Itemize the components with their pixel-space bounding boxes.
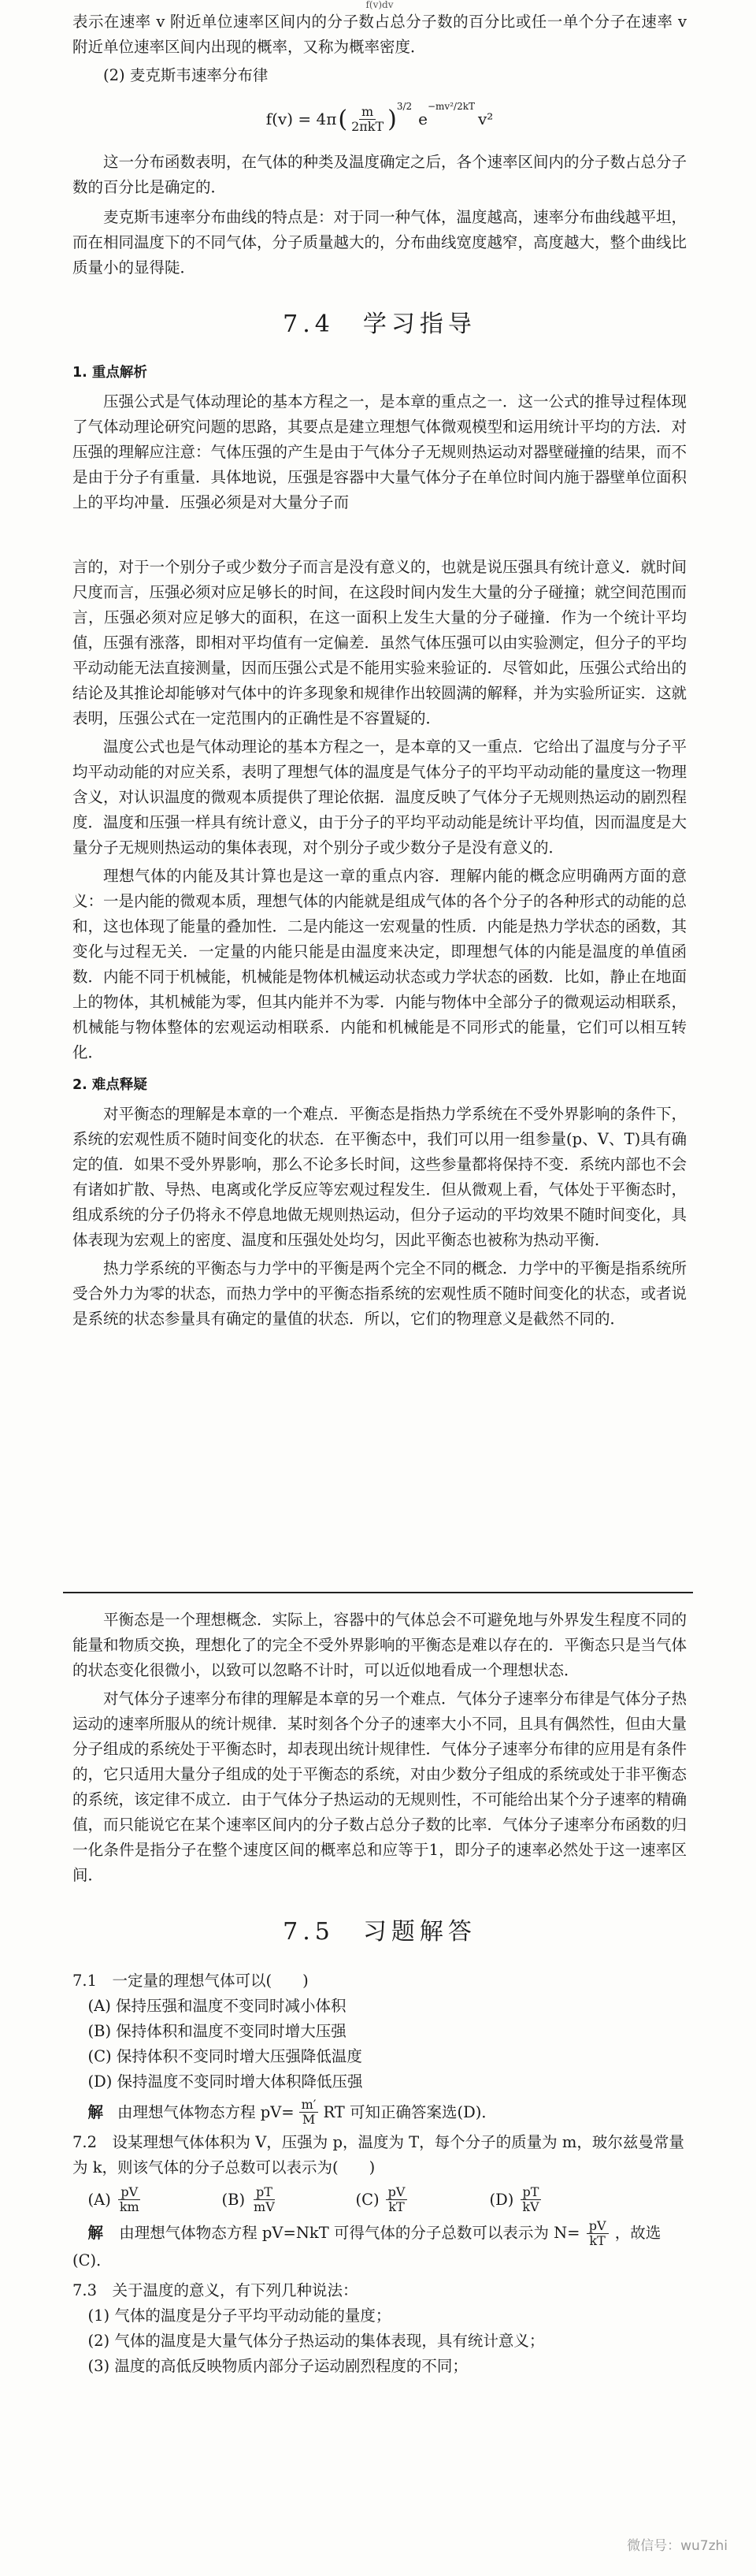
formula-tail: v² [477, 110, 494, 128]
section-title-7-4: 7.4 学习指导 [283, 310, 476, 338]
option: (A) 保持压强和温度不变同时减小体积 [87, 1997, 346, 2015]
statement: (1) 气体的温度是分子平均平动动能的量度； [87, 2307, 391, 2325]
watermark: 微信号：wu7zhi [627, 2538, 728, 2554]
formula-left: f(v) = 4π [265, 110, 337, 128]
heading-difficulties: 2. 难点释疑 [72, 1077, 147, 1093]
question-7-3: 7.3 关于温度的意义，有下列几种说法： [72, 2281, 358, 2299]
option-b: (B) $\frac{pT}{mV}$ [221, 2184, 275, 2214]
maxwell-formula: f(v) = 4π ( $\frac{m}{\text{2πkT}}$ ) $^{3/2}$ e $^{-mv^2/2kT}$ v² [265, 101, 494, 134]
page-divider [63, 1592, 693, 1593]
option: (B) 保持体积和温度不变同时增大压强 [87, 2022, 346, 2040]
question-7-2-options [72, 2185, 687, 2214]
paragraph: 对平衡态的理解是本章的一个难点．平衡态是指热力学系统在不受外界影响的条件下，系统的宏观性质不随时间变化的状态．在平衡态中，我们可以用一组参量(p、V、T)具有确定的值．如果不受外界影响，那么不论多长时间，这些参量都将保持不变．系统内部也不会有诸如扩散、导热、电离或化学反应等宏观过程发生．但从微观上看，气体处于平衡态时，组成系统的分子仍将永不停息地做无规则热运动，但分子运动的平均效果不随时间变化，具体表现为宏观上的密度、温度和压强处处均匀，因此平衡态也被称为热动平衡． [72, 1105, 687, 1249]
option: (C) 保持体积不变同时增大压强降低温度 [87, 2047, 362, 2065]
subheading: (2) 麦克斯韦速率分布律 [103, 66, 269, 84]
page-1 [0, 0, 756, 552]
option-d: (D) $\frac{pT}{kV}$ [490, 2185, 624, 2214]
paragraph: 这一分布函数表明，在气体的种类及温度确定之后，各个速率区间内的分子数占总分子数的百分比是确定的． [72, 153, 687, 196]
paragraph: 压强公式是气体动理论的基本方程之一，是本章的重点之一．这一公式的推导过程体现了气体动理论研究问题的思路，其要点是建立理想气体微观模型和运用统计平均的方法．对压强的理解应注意：气体压强的产生是由于气体分子无规则热运动对器壁碰撞的结果，而不是由于分子有重量．具体地说，压强是容器中大量气体分子在单位时间内施于器壁单位面积上的平均冲量．压强必须是对大量分子而 [72, 392, 687, 511]
option-a: (A) $\frac{pV}{km}$ [87, 2184, 139, 2214]
paragraph: 麦克斯韦速率分布曲线的特点是：对于同一种气体，温度越高，速率分布曲线越平坦，而在相同温度下的不同气体，分子质量越大的，分布曲线宽度越窄，高度越大，整个曲线比质量小的显得陡． [72, 208, 687, 277]
solution-7-2: 解 由理想气体物态方程 pV=NkT 可得气体的分子总数可以表示为 N= $\frac{pV}{kT}$ ，故选(C)． [72, 2218, 662, 2269]
question-7-2: 7.2 设某理想气体体积为 V，压强为 p，温度为 T，每个分子的质量为 m，玻尔兹曼常量为 k，则该气体的分子总数可以表示为( ) [72, 2133, 684, 2176]
section-title-7-5: 7.5 习题解答 [283, 1918, 476, 1946]
option: (D) 保持温度不变同时增大体积降低压强 [87, 2072, 363, 2091]
formula-fraction: $\frac{m}{\text{2πkT}}$ [351, 103, 384, 134]
statement: (2) 气体的温度是大量气体分子热运动的集体表现，具有统计意义； [87, 2332, 545, 2350]
paragraph: 温度公式也是气体动理论的基本方程之一，是本章的又一重点．它给出了温度与分子平均平动动能的对应关系，表明了理想气体的温度是气体分子的平均平动动能的量度这一物理含义，对认识温度的微观本质提供了理论依据．温度反映了气体分子无规则热运动的剧烈程度．温度和压强一样具有统计意义，由于分子的平均平动动能是统计平均值，因而温度是大量分子无规则热运动的集体表现，对个别分子或少数分子是没有意义的． [72, 738, 687, 857]
statement: (3) 温度的高低反映物质内部分子运动剧烈程度的不同； [87, 2357, 468, 2375]
paragraph: 表示在速率 v 附近单位速率区间内的分子数占总分子数的百分比或任一单个分子在速率 v 附近单位速率区间内出现的概率，又称为概率密度． [72, 13, 687, 56]
paragraph: 理想气体的内能及其计算也是这一章的重点内容．理解内能的概念应明确两方面的意义：一是内能的微观本质，理想气体的内能就是组成气体的各个分子的各种形式的动能的总和，这也体现了能量的叠加性．二是内能这一宏观量的性质．内能是热力学状态的函数，其变化与过程无关．一定量的内能只能是由温度来决定，即理想气体的内能是温度的单值函数．内能不同于机械能，机械能是物体机械运动状态或力学状态的函数．比如，静止在地面上的物体，其机械能为零，但其内能并不为零．内能与物体中全部分子的微观运动相联系，机械能与物体整体的宏观运动相联系．内能和机械能是不同形式的能量，它们可以相互转化． [72, 867, 687, 1061]
formula-exponent: 3/2 [396, 101, 413, 112]
page-2 [0, 555, 756, 1578]
heading-key-points: 1. 重点解析 [72, 365, 147, 381]
solution-7-1: 解 由理想气体物态方程 pV= $\frac{m'}{M}$ RT 可知正确答案选(D)． [87, 2097, 497, 2127]
question-7-1: 7.1 一定量的理想气体可以( ) [72, 1972, 309, 1990]
paragraph: 平衡态是一个理想概念．实际上，容器中的气体总会不可避免地与外界发生程度不同的能量和物质交换，理想化了的完全不受外界影响的平衡态是难以存在的．平衡态只是当气体的状态变化很微小，以致可以忽略不计时，可以近似地看成一个理想状态． [72, 1611, 687, 1679]
paragraph: 言的，对于一个别分子或少数分子而言是没有意义的，也就是说压强具有统计意义．就时间尺度而言，压强必须对应足够长的时间，在这段时间内发生大量的分子碰撞；就空间范围而言，压强必须对应足够大的面积，在这一面积上发生大量的分子碰撞．作为一个统计平均值，压强有涨落，即相对平均值有一定偏差．虽然气体压强可以由实验测定，但分子的平均平动动能无法直接测量，因而压强公式是不能用实验来验证的．尽管如此，压强公式给出的结论及其推论却能够对气体中的许多现象和规律作出较圆满的解释，并为实验所证实．这就表明，压强公式在一定范围内的正确性是不容置疑的． [72, 558, 687, 727]
paragraph: 热力学系统的平衡态与力学中的平衡是两个完全不同的概念．力学中的平衡是指系统所受合外力为零的状态，而热力学中的平衡态指系统的宏观性质不随时间变化的状态，或者说是系统的状态参量具有确定的量值的状态．所以，它们的物理意义是截然不同的． [72, 1259, 687, 1328]
paragraph: 对气体分子速率分布律的理解是本章的另一个难点．气体分子速率分布律是气体分子热运动的速率所服从的统计规律．某时刻各个分子的速率大小不同，且具有偶然性，但由大量分子组成的系统处于平衡态时，却表现出统计规律性．气体分子速率分布律的应用是有条件的，它只适用大量分子组成的处于平衡态的系统，对由少数分子组成的系统或处于非平衡态的系统，该定律不成立．由于气体分子热运动的无规则性，不可能给出某个分子速率的精确值，而只能说它在某个速率区间内的分子数占总分子数的比率．气体分子速率分布函数的归一化条件是指分子在整个速度区间的概率总和应等于1，即分子的速率必然处于这一速率区间． [72, 1689, 687, 1884]
option-c: (C) $\frac{pV}{kT}$ [356, 2185, 490, 2214]
top-cut-text: f(v)dv [365, 0, 394, 9]
page-3 [0, 1592, 756, 2576]
formula-e-exponent: −mv²/2kT [428, 101, 475, 112]
formula-e: e [418, 110, 428, 128]
